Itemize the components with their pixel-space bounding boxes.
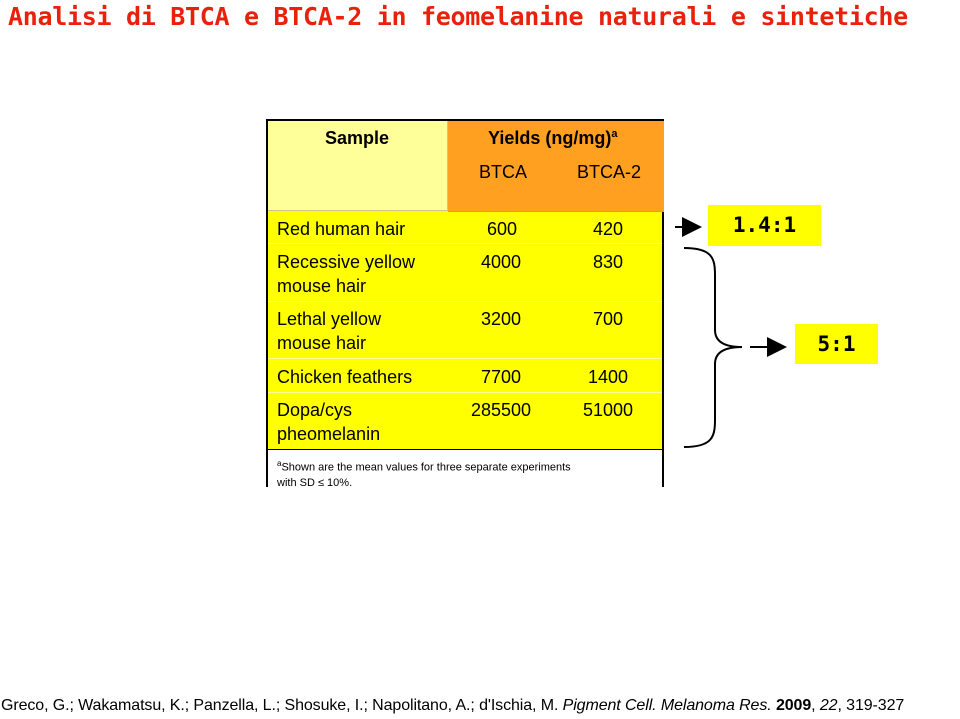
btca2-value: 51000 — [583, 400, 634, 420]
ratio-bottom-badge: 5:1 — [795, 324, 878, 364]
row-label: Lethal yellow — [277, 309, 382, 329]
btca-value: 7700 — [481, 367, 522, 387]
row-label-line2: mouse hair — [277, 276, 367, 296]
btca-column-header: BTCA — [479, 162, 528, 182]
sample-header: Sample — [325, 128, 390, 148]
btca2-value: 700 — [593, 309, 624, 329]
citation: Greco, G.; Wakamatsu, K.; Panzella, L.; Shosuke, I.; Napolitano, A.; d'Ischia, M. Pigment Cell. Melanoma Res. 2009, 22, 319-327 — [1, 697, 905, 714]
footnote-text: $^a$Shown are the mean values for three separate experiments with SD ≤ 10%. — [277, 459, 571, 489]
btca2-value: 1400 — [588, 367, 629, 387]
row-label: Chicken feathers — [277, 367, 413, 387]
btca2-value: 420 — [593, 219, 624, 239]
yields-header: Yields $(ng/mg)^a$ — [488, 128, 618, 148]
row-label: Recessive yellow — [277, 252, 416, 272]
row-label-line2: mouse hair — [277, 333, 367, 353]
btca-value: 285500 — [471, 400, 532, 420]
btca-value: 4000 — [481, 252, 522, 272]
ratio-top-badge: 1.4:1 — [708, 205, 821, 246]
row-label-line2: pheomelanin — [277, 424, 381, 444]
btca2-column-header: BTCA-2 — [577, 162, 642, 182]
row-label: Dopa/cys — [277, 400, 353, 420]
btca-value: 600 — [487, 219, 518, 239]
btca-value: 3200 — [481, 309, 522, 329]
page-title: Analisi di BTCA e BTCA-2 in feomelanine naturali e sintetiche — [8, 2, 908, 31]
row-label: Red human hair — [277, 219, 406, 239]
btca2-value: 830 — [593, 252, 624, 272]
brace-icon — [684, 248, 742, 447]
